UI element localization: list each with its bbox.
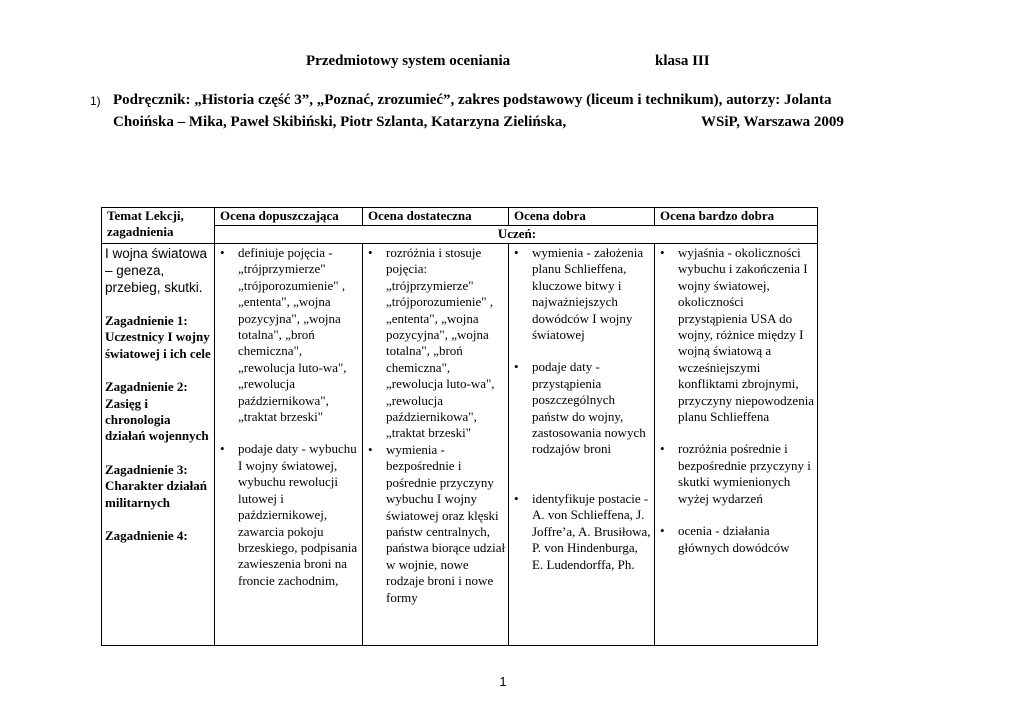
- table-header-row: [102, 208, 818, 226]
- header-grade-dopuszczajaca: Ocena dopuszczająca: [215, 208, 363, 226]
- list-item: • wymienia - założenia planu Schlieffena, kluczowe bitwy i najważniejszych dowódców I wojny światowej: [512, 245, 652, 343]
- list-item: • wyjaśnia - okoliczności wybuchu i zakończenia I wojny światowej, okoliczności przystąpienia USA do wojny, różnice między I wojną światową a wcześniejszymi konfliktami zbrojnymi, przyczyny niepowodzenia planu Schlieffena: [658, 245, 815, 425]
- table-row: [102, 244, 818, 646]
- list-item: • podaje daty - wybuchu I wojny światowej, wybuchu rewolucji lutowej i październikowej, zawarcia pokoju brzeskiego, podpisania zawieszenia broni na froncie zachodnim,: [218, 441, 360, 589]
- list-item: • rozróżnia pośrednie i bezpośrednie przyczyny i skutki wymienionych wyżej wydarzeń: [658, 441, 815, 507]
- header-topic: Temat Lekcji, zagadnienia: [102, 208, 215, 244]
- issue-4: Zagadnienie 4:: [105, 528, 188, 544]
- dostateczna-cell: [363, 244, 509, 646]
- textbook-line-1: Podręcznik: „Historia część 3”, „Poznać, zrozumieć”, zakres podstawowy (liceum i technikum), autorzy: Jolanta: [113, 92, 832, 108]
- list-item: • ocenia - działania głównych dowódców: [658, 523, 815, 556]
- page-number: 1: [499, 674, 507, 689]
- header-grade-dobra: Ocena dobra: [509, 208, 655, 226]
- student-label: Uczeń:: [215, 226, 818, 244]
- textbook-line-2: Choińska – Mika, Paweł Skibiński, Piotr Szlanta, Katarzyna Zielińska,: [113, 114, 567, 130]
- topic-title: I wojna światowa – geneza, przebieg, skutki.: [105, 246, 208, 295]
- class-label: klasa III: [655, 53, 710, 69]
- issue-1: Zagadnienie 1: Uczestnicy I wojny światowej i ich cele: [105, 313, 211, 361]
- dopuszczajaca-cell: [215, 244, 363, 646]
- header-grade-bardzo-dobra: Ocena bardzo dobra: [655, 208, 818, 226]
- textbook-publisher: WSiP, Warszawa 2009: [701, 114, 844, 130]
- document-title: Przedmiotowy system oceniania: [306, 53, 511, 69]
- page-title: [0, 53, 1024, 73]
- issue-2: Zagadnienie 2: Zasięg i chronologia działań wojennych: [105, 379, 209, 444]
- list-item: • identyfikuje postacie - A. von Schlieffena, J. Joffre’a, A. Brusiłowa, P. von Hindenburga, E. Ludendorffa, Ph.: [512, 491, 652, 573]
- grading-table: [101, 207, 818, 646]
- header-grade-dostateczna: Ocena dostateczna: [363, 208, 509, 226]
- list-item: • rozróżnia i stosuje pojęcia: „trójprzymierze" „trójporozumienie" , „ententa", „wojna pozycyjna", „wojna totalna", „broń chemiczna", „rewolucja luto-wa", „rewolucja październikowa", „traktat brzeski": [366, 245, 506, 442]
- list-number: 1): [90, 94, 101, 108]
- list-item: • wymienia - bezpośrednie i pośrednie przyczyny wybuchu I wojny światowej oraz klęski państw centralnych, państwa biorące udział w wojnie, nowe rodzaje broni i nowe formy: [366, 442, 506, 606]
- issue-3: Zagadnienie 3: Charakter działań militarnych: [105, 461, 207, 510]
- list-item: • podaje daty - przystąpienia poszczególnych państw do wojny, zastosowania nowych rodzajów broni: [512, 359, 652, 457]
- list-item: • definiuje pojęcia - „trójprzymierze" „trójporozumienie" , „ententa", „wojna pozycyjna", „wojna totalna", „broń chemiczna", „rewolucja luto-wa", „rewolucja październikowa", „traktat brzeski": [218, 245, 360, 425]
- topic-cell: [102, 244, 215, 646]
- bardzo-dobra-cell: [655, 244, 818, 646]
- dobra-cell: [509, 244, 655, 646]
